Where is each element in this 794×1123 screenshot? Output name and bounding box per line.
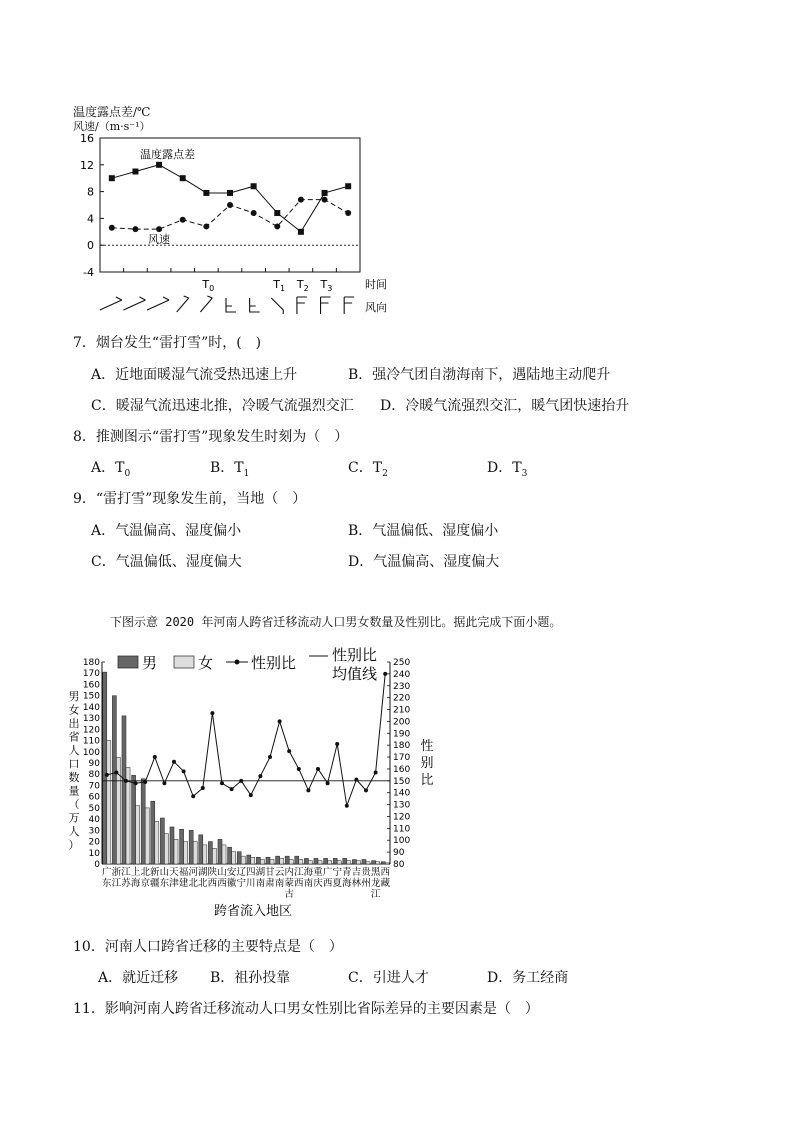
q8-option-c[interactable]: C．$T_2$ [348,460,388,479]
ratio-point [278,719,282,723]
ratio-line [107,674,385,806]
bar-female [155,821,159,864]
bar-male [151,801,155,864]
left-tick-label: 10 [88,848,100,859]
category-label: 徽 [226,878,237,889]
temp-dewpoint-point [132,169,138,175]
category-label: 西 [294,878,304,889]
left-tick-label: 80 [88,770,100,781]
category-label: 州 [361,878,371,889]
bar-female [193,842,197,864]
bar-male [304,858,308,864]
temp-dewpoint-point [203,190,209,196]
ratio-point [297,767,301,771]
wind-speed-point [109,225,115,231]
bar-male [343,858,347,864]
ratio-point [210,711,214,715]
category-label: 广 [322,867,333,878]
left-tick-label: 30 [88,826,100,837]
q7-stem: 7．烟台发生“雷打雪”时，( ) [73,335,262,351]
category-label: 甘 [265,867,275,878]
wind-direction-label: 风向 [365,301,387,314]
bar-male [285,856,289,864]
ratio-point [105,773,109,777]
bar-male [295,856,299,864]
wind-barb-icon [147,297,169,310]
bar-male [180,829,184,864]
left-tick-label: 180 [82,658,100,668]
wind-barb-icon [100,297,122,310]
q7-option-a[interactable]: A．近地面暖湿气流受热迅速上升 [91,367,298,383]
left-axis-label-char: 数 [68,771,80,784]
left-axis-label-char: 量 [68,784,80,798]
bar-female [289,860,293,864]
ratio-point [374,771,378,775]
bar-female [232,852,236,864]
bar-female [184,842,188,864]
wind-barb-icon [200,296,212,312]
q10-stem: 10．河南人口跨省迁移的主要特点是（ ） [73,939,343,955]
ratio-point [383,672,387,676]
category-label: 西 [322,878,333,889]
category-label: 上 [130,867,141,878]
ratio-point [249,793,253,797]
category-label: 湖 [198,867,208,878]
ratio-point [230,787,234,791]
wind-speed-point [132,226,138,232]
left-axis-label-char: 人 [68,825,80,838]
ratio-point [162,781,166,785]
wind-speed-point [345,210,351,216]
right-tick-label: 80 [393,860,405,870]
category-label: 津 [169,878,179,889]
category-label: 宁 [332,867,342,878]
bar-female [222,845,226,864]
bar-female [203,845,207,864]
ratio-point [191,794,195,798]
category-label: 云 [274,867,285,878]
category-label: 东 [159,878,170,889]
y-tick-label: 4 [87,212,94,226]
wind-barb-icon [177,296,189,312]
category-label: 北 [188,878,198,889]
right-tick-label: 150 [393,776,411,787]
bar-female [347,861,351,864]
right-axis-label-char: 性 [420,739,434,754]
q10-option-b[interactable]: B．祖孙投靠 [210,970,291,986]
wind-speed-point [251,210,257,216]
bar-female [212,848,216,864]
wind-speed-point [227,202,233,208]
category-label: 龙 [370,878,381,889]
bar-female [174,839,178,864]
legend-male-swatch [118,656,138,668]
left-axis-label-char: ） [68,838,80,852]
ratio-point [124,779,128,783]
category-label: 京 [140,878,150,889]
bar-female [270,860,274,864]
category-label: 陕 [207,867,218,878]
q8-stem: 8．推测图示“雷打雪”现象发生时刻为（ ） [73,429,349,445]
right-tick-label: 90 [393,848,405,859]
legend-ratio-label: 性别比 [251,654,297,672]
wind-speed-point [322,197,328,203]
q10-option-d[interactable]: D．务工经商 [487,970,569,986]
wind-barb-icon [297,297,307,314]
bar-female [328,861,332,864]
bar-male [276,856,280,864]
series-label-temp-dewpoint: 温度露点差 [140,148,195,161]
q9-option-b[interactable]: B．气温偏低、湿度偏小 [348,523,499,539]
bar-male [122,716,126,864]
y-tick-label: 0 [87,239,94,253]
legend-avg-label-1: 性别比 [332,646,378,664]
left-tick-label: 130 [82,714,100,725]
y-tick-label: 16 [80,132,94,145]
bar-male [266,857,270,864]
category-label: 广 [102,867,112,878]
ratio-point [326,781,330,785]
bar-female [299,860,303,864]
q9-option-d[interactable]: D．气温偏高、湿度偏大 [348,554,500,570]
temp-dewpoint-point [345,183,351,189]
q7-option-c[interactable]: C．暖湿气流迅速北推，冷暖气流强烈交汇 [91,398,354,414]
right-tick-label: 220 [393,693,411,704]
wind-speed-point [274,223,280,229]
temp-dewpoint-point [109,175,115,181]
bar-male [324,858,328,864]
ratio-point [153,755,157,759]
category-label: 西 [217,878,227,889]
ratio-point [220,781,224,785]
bar-male [228,847,232,864]
legend-male-label: 男 [142,654,158,672]
temp-dewpoint-point [251,183,257,189]
left-axis-label-char: 出 [68,717,80,730]
ratio-point [258,774,262,778]
category-label: 海 [130,878,141,889]
right-tick-label: 210 [393,705,411,716]
category-label: 吉 [351,867,362,878]
left-tick-label: 100 [82,747,100,758]
bar-female [385,863,389,864]
temp-dewpoint-point [156,162,162,168]
ratio-point [335,742,339,746]
bar-male [314,858,318,864]
ratio-point [172,760,176,764]
ratio-point [182,769,186,773]
temp-dewpoint-point [298,229,304,235]
y-tick-label: 8 [87,185,94,199]
bar-female [318,861,322,864]
category-label: 海 [303,867,314,878]
left-tick-label: 150 [82,691,100,702]
right-tick-label: 110 [393,824,411,835]
bar-male [103,672,107,864]
category-label: 西 [380,867,390,878]
right-tick-label: 100 [393,836,411,847]
right-tick-label: 140 [393,788,411,799]
category-label: 福 [178,867,189,878]
category-label: 西 [207,878,218,889]
wind-speed-point [203,223,209,229]
bar-female [356,861,360,864]
series-label-wind-speed: 风速 [148,233,170,246]
category-label: 天 [169,867,179,878]
category-label: 夏 [332,878,342,889]
wind-barb-icon [250,298,260,312]
wind-barb-icon [226,298,236,312]
wind-barb-icon [271,298,283,314]
category-label: 重 [313,867,323,878]
category-label: 江 [111,878,122,889]
left-tick-label: 70 [88,781,100,792]
category-label: 江 [121,867,131,878]
q7-option-b[interactable]: B．强冷气团自渤海南下，遇陆地主动爬升 [348,367,611,383]
right-tick-label: 240 [393,669,411,680]
bar-female [260,860,264,864]
category-label: 新 [150,867,160,878]
q9-option-c[interactable]: C．气温偏低、湿度偏大 [91,554,242,570]
right-tick-label: 190 [393,729,411,740]
bar-female [366,862,370,864]
right-tick-label: 200 [393,717,411,728]
wind-speed-point [180,217,186,223]
category-label: 山 [159,867,170,878]
left-axis-label-char: （ [68,798,80,811]
left-axis-label-char: 口 [68,757,80,771]
left-tick-label: 20 [88,837,100,848]
category-label: 南 [274,878,285,889]
category-label: 北 [140,867,150,878]
legend-female-label: 女 [198,654,214,672]
wind-barb-icon [123,297,145,310]
bar-male [256,857,260,864]
bar-female [136,806,140,864]
temp-dewpoint-point [274,210,280,216]
right-tick-label: 120 [393,812,411,823]
category-label: 藏 [380,878,390,889]
left-axis-label-char: 人 [68,744,80,757]
temp-dewpoint-point [227,190,233,196]
right-tick-label: 250 [393,658,411,668]
left-tick-label: 50 [88,803,100,814]
left-tick-label: 170 [82,669,100,680]
bar-male [170,827,174,864]
left-tick-label: 120 [82,725,100,736]
bar-male [247,855,251,864]
bar-male [112,696,116,864]
legend-ratio-marker [235,660,240,665]
category-label: 海 [342,878,352,889]
migration-chart [66,640,434,925]
category-label: 疆 [150,878,160,889]
q10-option-c[interactable]: C．引进人才 [348,970,429,986]
chart2-intro: 下图示意 2020 年河南人跨省迁移流动人口男女数量及性别比。据此完成下面小题。 [110,615,562,629]
bar-male [208,842,212,864]
category-label: 湖 [255,867,266,878]
ratio-point [114,771,118,775]
right-tick-label: 230 [393,681,411,692]
legend-avg-label-2: 均值线 [332,665,378,683]
bar-female [241,856,245,864]
bar-female [145,808,149,864]
time-marker: $T_0$ [202,278,215,293]
bar-male [372,861,376,864]
ratio-point [287,749,291,753]
temp-dewpoint-line [112,165,348,232]
bar-female [280,858,284,864]
q8-option-b[interactable]: B．$T_1$ [210,460,250,479]
q11-stem: 11．影响河南人跨省迁移流动人口男女性别比省际差异的主要因素是（ ） [73,1001,539,1017]
bar-female [107,741,111,864]
wind-barb-icon [344,297,354,314]
q10-option-a[interactable]: A．就近迁移 [98,970,179,986]
category-label: 北 [198,878,208,889]
bar-male [352,860,356,864]
bar-male [132,775,136,864]
y-tick-label: -4 [83,266,94,279]
left-axis-label-char: 省 [68,730,80,744]
temp-dewpoint-point [180,175,186,181]
category-label: 庆 [313,878,323,889]
bar-female [337,861,341,864]
category-label: 宁 [236,878,246,889]
bar-male [218,839,222,864]
category-label: 黑 [370,867,381,878]
ratio-point [143,780,147,784]
time-axis-label: 时间 [365,278,387,291]
q7-option-d[interactable]: D．冷暖气流强烈交汇，暖气团快速抬升 [380,398,630,414]
chart1-ylabel2: 风速/（m·s⁻¹） [73,120,151,133]
wind-speed-point [298,197,304,203]
bar-male [381,862,385,864]
category-label: 建 [178,878,189,889]
right-tick-label: 160 [393,764,411,775]
right-tick-label: 180 [393,741,411,752]
bar-male [362,860,366,864]
category-label: 苏 [121,878,131,889]
category-label: 肃 [265,878,275,889]
left-axis-label-char: 女 [68,703,80,717]
category-label: 南 [303,878,314,889]
bar-male [333,858,337,864]
time-marker: $T_2$ [296,278,309,293]
chart2-xlabel: 跨省流入地区 [214,904,293,919]
time-marker: $T_1$ [273,278,286,293]
ratio-point [201,786,205,790]
left-tick-label: 0 [94,860,100,870]
bar-female [251,857,255,864]
bar-male [237,852,241,864]
left-tick-label: 140 [82,702,100,713]
left-tick-label: 60 [88,792,100,803]
legend-female-swatch [174,656,194,668]
bar-male [160,818,164,864]
ratio-point [364,788,368,792]
category-label: 南 [255,878,266,889]
wind-speed-point [156,226,162,232]
category-label: 江 [370,889,381,900]
right-tick-label: 130 [393,800,411,811]
q8-option-a[interactable]: A．$T_0$ [91,460,131,479]
chart1-ylabel1: 温度露点差/℃ [73,105,151,119]
category-label: 青 [342,867,352,878]
right-axis-label-char: 别 [420,756,434,771]
right-tick-label: 170 [393,753,411,764]
category-label: 贵 [361,867,371,878]
left-tick-label: 40 [88,815,100,826]
category-label: 山 [217,867,227,878]
category-label: 东 [102,878,112,889]
bar-male [189,830,193,864]
ratio-point [239,779,243,783]
time-marker: $T_3$ [320,278,333,293]
category-label: 安 [226,867,237,878]
bar-male [199,835,203,864]
ratio-point [134,781,138,785]
category-label: 林 [351,878,362,889]
weather-chart [60,128,400,318]
temp-dewpoint-point [322,190,328,196]
ratio-point [306,788,310,792]
bar-female [376,862,380,864]
wind-barb-icon [321,297,331,314]
bar-male [141,779,145,864]
ratio-point [316,767,320,771]
left-axis-label-char: 男 [68,690,80,703]
ratio-point [345,804,349,808]
category-label: 内 [284,867,294,878]
right-axis-label-char: 比 [420,773,434,788]
category-label: 川 [246,878,256,889]
q9-option-a[interactable]: A．气温偏高、湿度偏小 [91,523,242,539]
left-axis-label-char: 万 [68,811,80,825]
q8-option-d[interactable]: D．$T_3$ [487,460,528,479]
category-label: 江 [294,867,304,878]
q9-stem: 9．“雷打雪”现象发生前，当地（ ） [73,491,307,507]
bar-female [164,834,168,864]
left-tick-label: 110 [82,736,100,747]
left-tick-label: 160 [82,680,100,691]
bar-female [308,861,312,864]
category-label: 四 [246,867,256,878]
category-label: 古 [284,889,294,900]
category-label: 河 [188,867,198,878]
ratio-point [354,778,358,782]
category-label: 蒙 [284,878,294,889]
category-label: 浙 [111,867,122,878]
left-tick-label: 90 [88,759,100,769]
ratio-point [268,755,272,759]
y-tick-label: 12 [80,158,94,172]
category-label: 辽 [236,867,246,878]
